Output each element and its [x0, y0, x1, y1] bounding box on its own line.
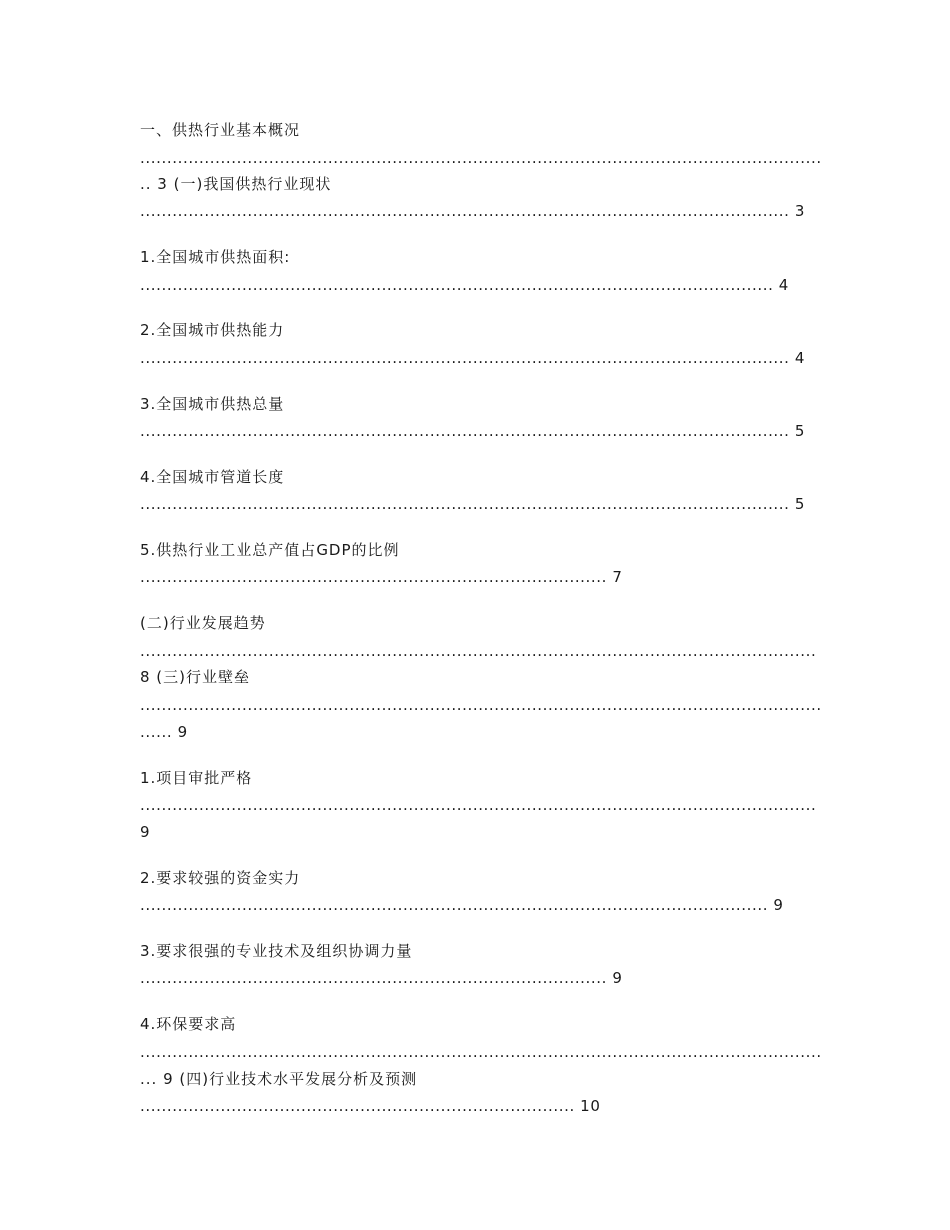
- toc-entry-3: 3.全国城市供热总量: [140, 395, 285, 413]
- toc-leader-line: ......................................................................................................................... 4: [140, 349, 806, 367]
- toc-leader-line: ...............................................................................................................................: [140, 696, 822, 714]
- toc-leader-line: ......................................................................................................................... 5: [140, 422, 806, 440]
- toc-leader-line: ..................................................................................................................... 9: [140, 896, 784, 914]
- toc-leader-line: ......................................................................................................................... 3: [140, 202, 806, 220]
- toc-leader-line: ...................................................................................................................... 4: [140, 276, 789, 294]
- toc-leader-line: ...............................................................................................................................: [140, 1043, 822, 1061]
- toc-entry-line: 8 (三)行业壁垒: [140, 668, 251, 686]
- toc-leader-line: ..............................................................................................................................: [140, 796, 817, 814]
- toc-heading-2: (二)行业发展趋势: [140, 614, 266, 632]
- toc-entry-5: 5.供热行业工业总产值占GDP的比例: [140, 541, 400, 559]
- toc-leader-line: ....................................................................................... 7: [140, 568, 623, 586]
- toc-leader-line: ......................................................................................................................... 5: [140, 495, 806, 513]
- toc-entry-line: ... 9 (四)行业技术水平发展分析及预测: [140, 1070, 418, 1088]
- toc-entry-6: 1.项目审批严格: [140, 769, 253, 787]
- toc-entry-9: 4.环保要求高: [140, 1015, 237, 1033]
- toc-entry-1: 1.全国城市供热面积:: [140, 248, 291, 266]
- toc-entry-7: 2.要求较强的资金实力: [140, 869, 301, 887]
- toc-page-number: ...... 9: [140, 723, 188, 741]
- toc-leader-line: ...............................................................................................................................: [140, 149, 822, 167]
- toc-leader-line: ................................................................................. 10: [140, 1097, 601, 1115]
- toc-page-number: 9: [140, 823, 151, 841]
- toc-leader-line: ..............................................................................................................................: [140, 642, 817, 660]
- toc-leader-line: ....................................................................................... 9: [140, 969, 623, 987]
- toc-entry-line: .. 3 (一)我国供热行业现状: [140, 175, 332, 193]
- toc-heading-1: 一、供热行业基本概况: [140, 121, 301, 139]
- toc-entry-2: 2.全国城市供热能力: [140, 321, 285, 339]
- toc-entry-4: 4.全国城市管道长度: [140, 468, 285, 486]
- toc-entry-8: 3.要求很强的专业技术及组织协调力量: [140, 942, 413, 960]
